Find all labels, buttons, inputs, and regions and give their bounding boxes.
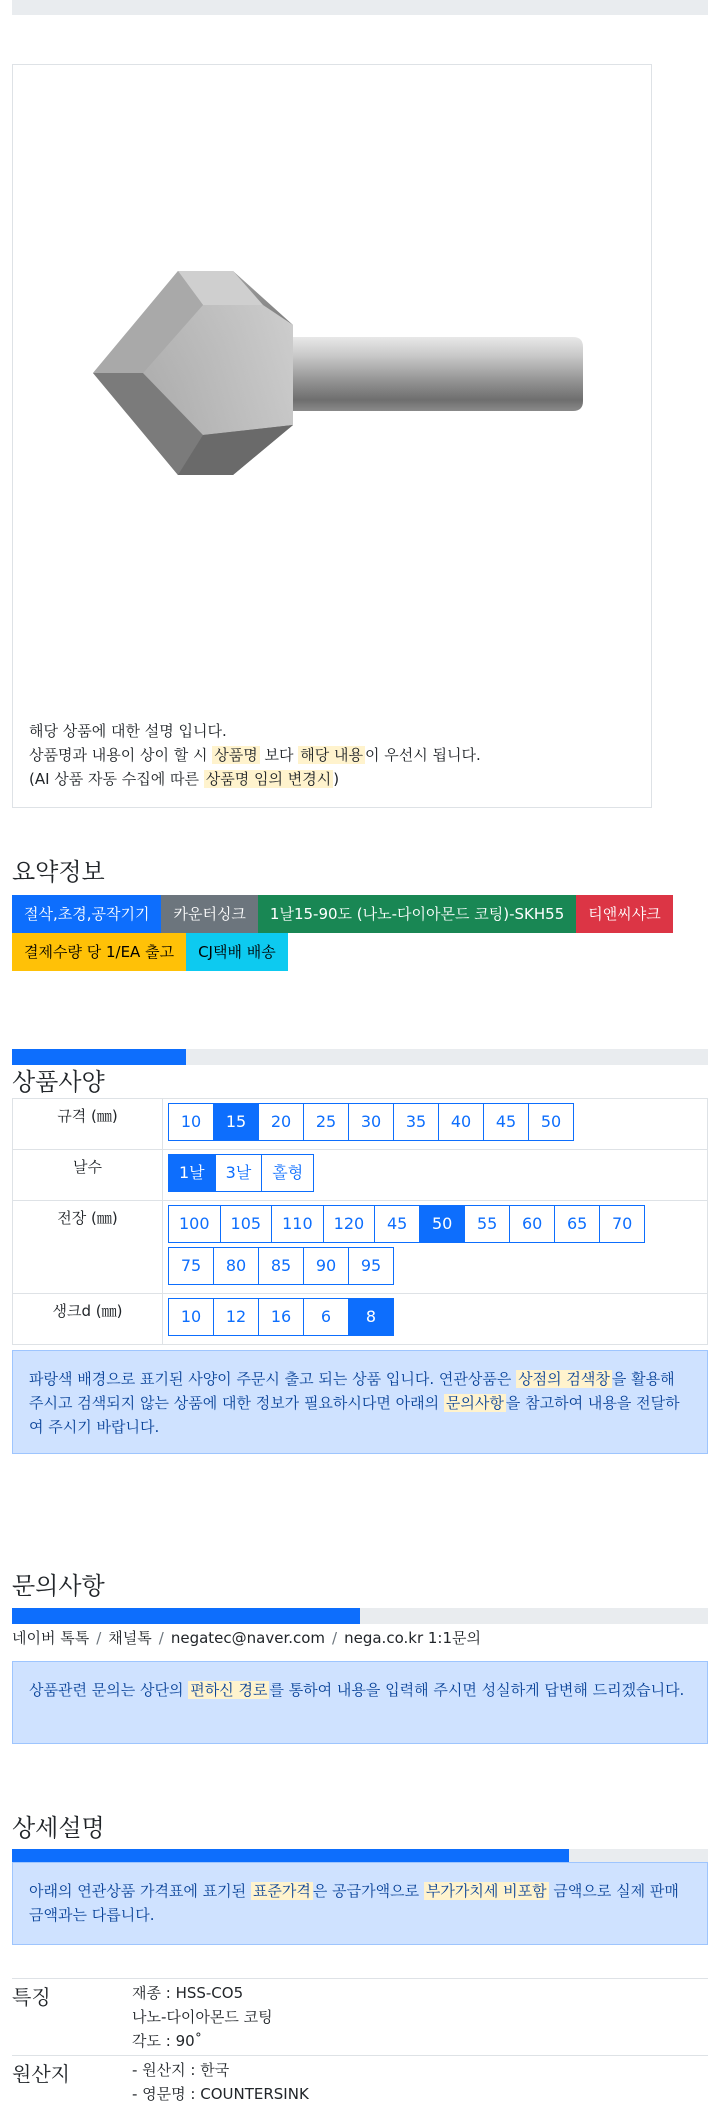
notice-highlight: 해당 내용 <box>298 746 365 764</box>
product-image-card <box>12 64 652 808</box>
summary-title: 요약정보 <box>12 852 105 887</box>
spec-option-button[interactable]: 10 <box>168 1298 214 1336</box>
notice-line-3: (AI 상품 자동 수집에 따른 상품명 임의 변경시 ) <box>29 767 481 791</box>
spec-option-button[interactable]: 35 <box>393 1103 439 1141</box>
detail-value: 나노-다이아몬드 코팅 <box>132 2005 708 2029</box>
spec-option-button[interactable]: 45 <box>374 1205 420 1243</box>
detail-row <box>12 1979 708 2056</box>
notice-line-1: 해당 상품에 대한 설명 입니다. <box>29 719 481 743</box>
spec-option-button[interactable]: 50 <box>419 1205 465 1243</box>
spec-options <box>163 1294 708 1345</box>
inquiry-link[interactable]: 네이버 톡톡 <box>12 1629 89 1647</box>
detail-info-alert: 아래의 연관상품 가격표에 표기된 표준가격 은 공급가액으로 부가가치세 비포함 금액으로 실제 판매금액과는 다릅니다. <box>12 1862 708 1945</box>
product-notice <box>29 719 481 791</box>
top-scroll-bar <box>12 0 708 15</box>
detail-row <box>12 2056 708 2108</box>
spec-option-button[interactable]: 80 <box>213 1247 259 1285</box>
spec-label: 생크d (㎜) <box>13 1294 163 1345</box>
spec-option-button[interactable]: 65 <box>554 1205 600 1243</box>
detail-label: 원산지 <box>12 2056 132 2108</box>
summary-badges <box>12 895 708 971</box>
spec-option-button[interactable]: 105 <box>220 1205 273 1243</box>
spec-option-button[interactable]: 8 <box>348 1298 394 1336</box>
option-row <box>167 1205 703 1243</box>
spec-option-button[interactable]: 120 <box>323 1205 376 1243</box>
countersink-product-image <box>83 265 583 505</box>
detail-table <box>12 1978 708 2108</box>
detail-value: - 원산지 : 한국 <box>132 2058 708 2082</box>
spec-label: 전장 (㎜) <box>13 1201 163 1294</box>
spec-option-button[interactable]: 12 <box>213 1298 259 1336</box>
spec-label: 날수 <box>13 1150 163 1201</box>
inquiry-link[interactable]: 채널톡 <box>108 1629 151 1647</box>
alert-highlight: 표준가격 <box>251 1882 313 1900</box>
spec-option-button[interactable]: 90 <box>303 1247 349 1285</box>
alert-highlight: 문의사항 <box>444 1394 506 1412</box>
spec-option-button[interactable]: 15 <box>213 1103 259 1141</box>
spec-option-button[interactable]: 100 <box>168 1205 221 1243</box>
detail-value: 각도 : 90˚ <box>132 2029 708 2053</box>
alert-highlight: 부가가치세 비포함 <box>424 1882 549 1900</box>
summary-badge: 절삭,초경,공작기기 <box>12 895 161 933</box>
spec-option-button[interactable]: 30 <box>348 1103 394 1141</box>
detail-title: 상세설명 <box>12 1808 105 1843</box>
spec-option-button[interactable]: 16 <box>258 1298 304 1336</box>
alert-highlight: 편하신 경로 <box>188 1681 269 1699</box>
spec-info-alert: 파랑색 배경으로 표기된 사양이 주문시 출고 되는 상품 입니다. 연관상품은 상점의 검색창 을 활용해 주시고 검색되지 않는 상품에 대한 정보가 필요하시다면 아래의 문의사항 을 참고하여 내용을 전달하여 주시기 바랍니다. <box>12 1350 708 1454</box>
spec-option-button[interactable]: 60 <box>509 1205 555 1243</box>
spec-label: 규격 (㎜) <box>13 1099 163 1150</box>
spec-option-button[interactable]: 45 <box>483 1103 529 1141</box>
summary-badge: 1날15-90도 (나노-다이아몬드 코팅)-SKH55 <box>258 895 576 933</box>
inquiry-progress-fill <box>12 1608 360 1624</box>
spec-row <box>13 1201 708 1294</box>
spec-option-button[interactable]: 95 <box>348 1247 394 1285</box>
detail-values <box>132 1979 708 2056</box>
spec-option-button[interactable]: 50 <box>528 1103 574 1141</box>
inquiry-progress-bar <box>12 1608 708 1624</box>
option-row <box>167 1154 703 1192</box>
option-row <box>167 1298 703 1336</box>
summary-badge: CJ택배 배송 <box>186 933 288 971</box>
summary-badge: 결제수량 당 1/EA 출고 <box>12 933 186 971</box>
inquiry-link[interactable]: negatec@naver.com <box>171 1629 325 1647</box>
spec-option-button[interactable]: 110 <box>271 1205 324 1243</box>
spec-options <box>163 1150 708 1201</box>
inquiry-link[interactable]: nega.co.kr 1:1문의 <box>344 1629 481 1647</box>
spec-options <box>163 1099 708 1150</box>
link-separator: / <box>159 1629 164 1647</box>
link-separator: / <box>332 1629 337 1647</box>
spec-progress-bar <box>12 1049 708 1065</box>
spec-option-button[interactable]: 홀형 <box>261 1154 314 1192</box>
spec-option-button[interactable]: 6 <box>303 1298 349 1336</box>
spec-option-button[interactable]: 85 <box>258 1247 304 1285</box>
spec-row <box>13 1150 708 1201</box>
option-row <box>167 1247 703 1285</box>
option-row <box>167 1103 703 1141</box>
spec-option-button[interactable]: 1날 <box>168 1154 216 1192</box>
spec-option-button[interactable]: 20 <box>258 1103 304 1141</box>
inquiry-title: 문의사항 <box>12 1566 105 1601</box>
spec-option-button[interactable]: 25 <box>303 1103 349 1141</box>
alert-highlight: 상점의 검색창 <box>516 1370 612 1388</box>
spec-option-button[interactable]: 10 <box>168 1103 214 1141</box>
detail-value: - 영문명 : COUNTERSINK <box>132 2082 708 2106</box>
spec-option-button[interactable]: 55 <box>464 1205 510 1243</box>
link-separator: / <box>96 1629 101 1647</box>
spec-row <box>13 1099 708 1150</box>
spec-options <box>163 1201 708 1294</box>
spec-option-button[interactable]: 3날 <box>215 1154 263 1192</box>
detail-value: 재종 : HSS-CO5 <box>132 1981 708 2005</box>
inquiry-links <box>12 1627 481 1648</box>
summary-badge: 카운터싱크 <box>161 895 257 933</box>
notice-highlight: 상품명 <box>212 746 259 764</box>
spec-option-button[interactable]: 75 <box>168 1247 214 1285</box>
spec-table <box>12 1098 708 1345</box>
spec-option-button[interactable]: 40 <box>438 1103 484 1141</box>
notice-line-2: 상품명과 내용이 상이 할 시 상품명 보다 해당 내용 이 우선시 됩니다. <box>29 743 481 767</box>
spec-title: 상품사양 <box>12 1062 105 1097</box>
spec-row <box>13 1294 708 1345</box>
spec-option-button[interactable]: 70 <box>599 1205 645 1243</box>
detail-values <box>132 2056 708 2108</box>
notice-highlight: 상품명 임의 변경시 <box>204 770 333 788</box>
inquiry-info-alert: 상품관련 문의는 상단의 편하신 경로 를 통하여 내용을 입력해 주시면 성실하게 답변해 드리겠습니다. <box>12 1661 708 1744</box>
detail-label: 특징 <box>12 1979 132 2056</box>
summary-badge: 티앤씨샤크 <box>576 895 672 933</box>
